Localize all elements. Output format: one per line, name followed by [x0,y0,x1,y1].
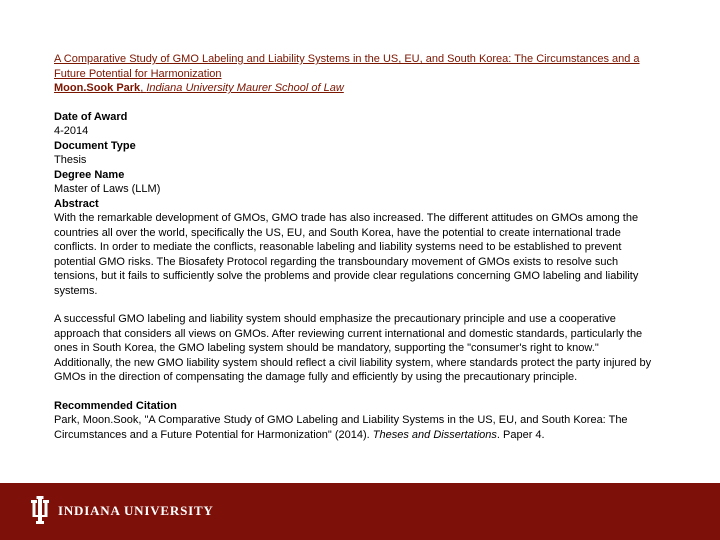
doc-type-value: Thesis [54,154,87,166]
degree-label: Degree Name [54,168,125,181]
spacer [54,385,654,399]
abstract-paragraph-1: With the remarkable development of GMOs, GMO trade has also increased. The different attitudes on GMOs among the countries all over the world, specifically the US, EU, and South Korea, have the potential to create international trade conflicts. In order to mediate the conflicts, reasonable labeling and liability systems need to be established to prevent potential GMO risks. The Biosafety Protocol regarding the transboundary movement of GMOs exists to resolve such tensions, but it fails to sufficiently solve the problems and provide clear regulations concerning GMO labeling and liability systems. [54,212,639,297]
abstract-label: Abstract [54,197,99,210]
iu-wordmark: INDIANA UNIVERSITY [58,503,214,518]
degree-value: Master of Laws (LLM) [54,183,161,195]
document-title-link[interactable]: A Comparative Study of GMO Labeling and Liability Systems in the US, EU, and South Korea: The Circumstances and a Future Potential for Harmonization [54,53,640,80]
citation-main: Park, Moon.Sook, "A Comparative Study of GMO Labeling and Liability Systems in the US, EU, and South Korea: The Circumstances and a Future Potential for Harmonization" (2014). [54,414,628,441]
author-line[interactable]: Moon.Sook Park, Indiana University Maurer School of Law [54,82,344,94]
spacer [54,96,654,110]
footer-bar [0,483,720,540]
date-value: 4-2014 [54,125,89,137]
author-name[interactable]: Moon.Sook Park [54,82,141,94]
citation-label: Recommended Citation [54,399,177,412]
citation-text [54,413,654,442]
doc-type-label: Document Type [54,139,136,152]
citation-paper: . Paper 4. [496,428,545,441]
document-body [54,52,654,442]
citation-series: Theses and Dissertations [372,428,497,441]
date-label: Date of Award [54,110,128,123]
author-affiliation[interactable]: Indiana University Maurer School of Law [146,82,344,94]
abstract-body [54,211,654,385]
abstract-paragraph-2: A successful GMO labeling and liability system should emphasize the precautionary principle and use a cooperative approach that considers all views on GMOs. After reviewing current international and domestic standards, particularly the ones in South Korea, the GMO labeling system should be mandatory, supporting the "consumer's right to know." Additionally, the new GMO liability system should reflect a civil liability system, where standards protect the party injured by GMOs in the direction of compensating the damage fully and efficiently by using the precautionary principle. [54,313,652,383]
iu-trident-logo-icon [30,495,50,525]
